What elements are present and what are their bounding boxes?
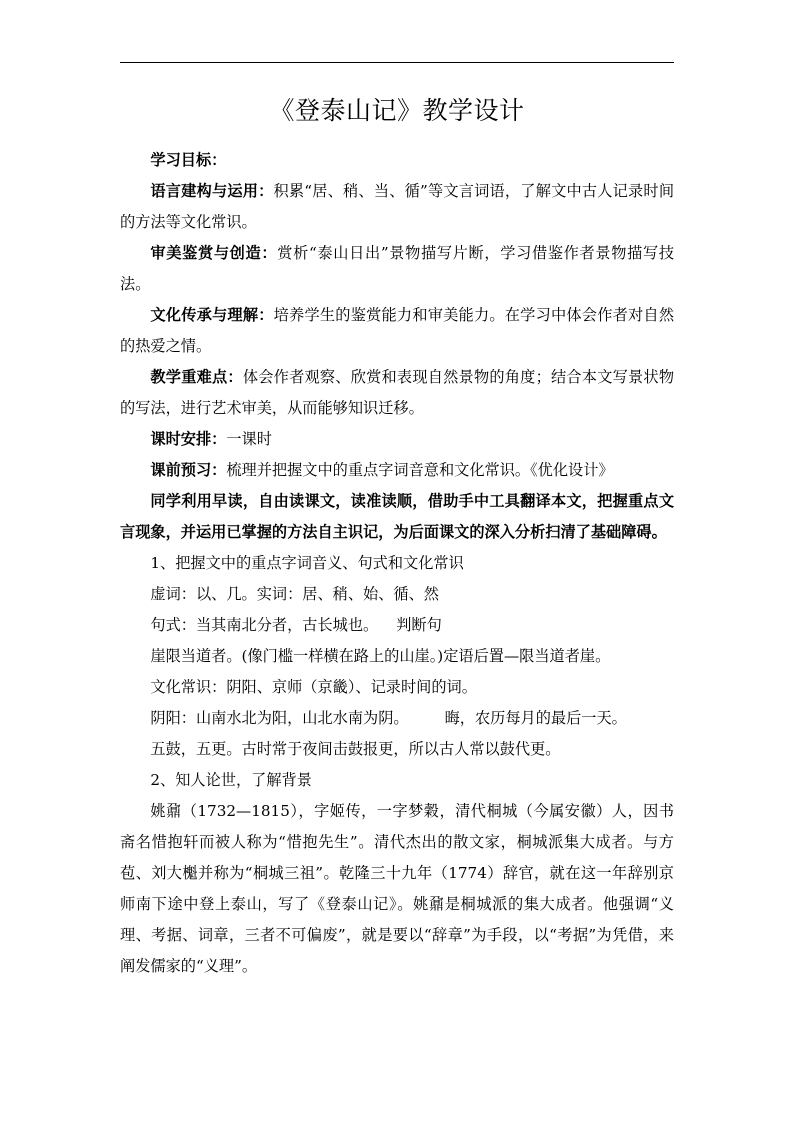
- objective-label: 审美鉴赏与创造：: [150, 244, 278, 262]
- objective-text: 赏析“泰山日出”景物描写片断，学习借鉴作者景物描写技法。: [120, 244, 675, 293]
- culture-knowledge: 文化常识：阴阳、京师（京畿）、记录时间的词。: [150, 678, 477, 696]
- key-points: [120, 362, 674, 424]
- key-points-text: 体会作者观察、欣赏和表现自然景物的角度；结合本文写景状物的写法，进行艺术审美，从而能够知识迁移。: [120, 368, 675, 417]
- document-body: [120, 145, 674, 982]
- yinyang-definition: [120, 703, 674, 734]
- objective-culture: [120, 300, 674, 362]
- section1-heading: 1、把握文中的重点字词音义、句式和文化常识: [150, 554, 464, 572]
- sentence-example: 句式：当其南北分者，古长城也。: [150, 616, 379, 634]
- author-biography: 姚鼐（1732—1815），字姬传，一字梦穀，清代桐城（今属安徽）人，因书斋名惜抱轩而被人称为“惜抱先生”。清代杰出的散文家，桐城派集大成者。与方苞、刘大櫆并称为“桐城三祖”。乾隆三十九年（1774）辞官，就在这一年辞别京师南下途中登上泰山，写了《登泰山记》。姚鼐是桐城派的集大成者。他强调“义理、考据、词章，三者不可偏废”，就是要以“辞章”为手段，以“考据”为凭借，来阐发儒家的“义理”。: [120, 802, 674, 975]
- preview: [120, 455, 674, 486]
- hui-text: 晦，农历每月的最后一天。: [444, 709, 627, 727]
- header-rule: [120, 62, 674, 63]
- objective-aesthetic: [120, 238, 674, 300]
- preview-label: 课前预习：: [150, 461, 227, 479]
- objectives-heading: 学习目标：: [150, 151, 227, 169]
- preview-text: 梳理并把握文中的重点字词音意和文化常识。《优化设计》: [226, 461, 614, 479]
- sentence-pattern: [120, 610, 674, 641]
- key-points-label: 教学重难点：: [150, 368, 243, 386]
- section2-heading: 2、知人论世，了解背景: [150, 771, 312, 789]
- objective-text: 积累“居、稍、当、循”等文言词语，了解文中古人记录时间的方法等文化常识。: [120, 182, 675, 231]
- schedule-label: 课时安排：: [150, 430, 227, 448]
- inverted-sentence: 崖限当道者。(像门槛一样横在路上的山崖。)定语后置—限当道者崖。: [150, 647, 611, 665]
- schedule: [120, 424, 674, 455]
- document-title: 《登泰山记》教学设计: [269, 96, 525, 125]
- schedule-text: 一课时: [226, 430, 272, 448]
- objective-text: 培养学生的鉴赏能力和审美能力。在学习中体会作者对自然的热爱之情。: [120, 306, 675, 355]
- wugu-definition: 五鼓，五更。古时常于夜间击鼓报更，所以古人常以鼓代更。: [150, 740, 561, 758]
- sentence-type: 判断句: [396, 616, 442, 634]
- yinyang-text: 阴阳：山南水北为阳，山北水南为阴。: [150, 709, 409, 727]
- preview-instructions: 同学利用早读，自由读课文，读准读顺，借助手中工具翻译本文，把握重点文言现象，并运用已掌握的方法自主识记，为后面课文的深入分析扫清了基础障碍。: [120, 492, 674, 541]
- objective-label: 语言建构与运用：: [150, 182, 274, 200]
- function-content-words: 虚词：以、几。实词：居、稍、始、循、然: [150, 585, 439, 603]
- objective-language: [120, 176, 674, 238]
- objective-label: 文化传承与理解：: [150, 306, 274, 324]
